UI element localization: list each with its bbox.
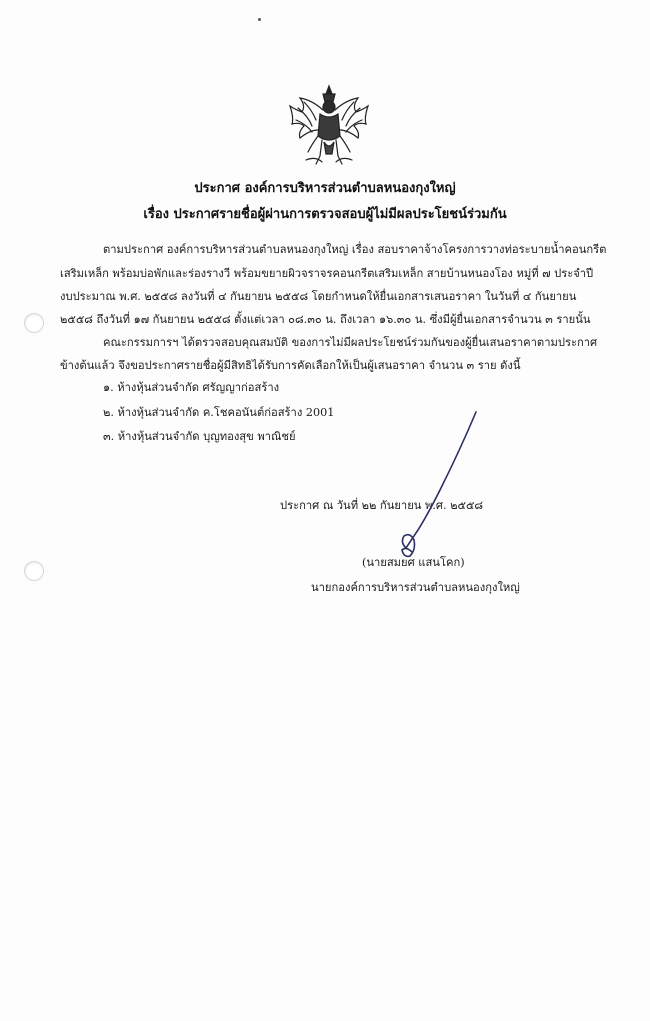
paragraph1-line1: ตามประกาศ องค์การบริหารส่วนตำบลหนองกุงใหญ่ เรื่อง สอบราคาจ้างโครงการวางท่อระบายน้ำคอนกรีต <box>103 243 607 256</box>
announcement-date: ประกาศ ณ วันที่ ๒๒ กันยายน พ.ศ. ๒๕๕๘ <box>280 499 484 512</box>
paragraph1-line4: ๒๕๕๘ ถึงวันที่ ๑๗ กันยายน ๒๕๕๘ ตั้งแต่เวลา ๐๘.๓๐ น. ถึงเวลา ๑๖.๓๐ น. ซึ่งมีผู้ยื่นเอกสารจำนวน ๓ รายนั้น <box>60 313 591 326</box>
signer-title: นายกองค์การบริหารส่วนตำบลหนองกุงใหญ่ <box>311 581 520 594</box>
list-item: ๒. ห้างหุ้นส่วนจำกัด ค.โชคอนันต์ก่อสร้าง 2001 <box>103 406 335 419</box>
paragraph2-line1: คณะกรรมการฯ ได้ตรวจสอบคุณสมบัติ ของการไม่มีผลประโยชน์ร่วมกันของผู้ยื่นเสนอราคาตามประกาศ <box>103 336 598 349</box>
handwritten-signature <box>380 410 490 570</box>
paragraph1-line2: เสริมเหล็ก พร้อมบ่อพักและร่องรางวี พร้อมขยายผิวจราจรคอนกรีตเสริมเหล็ก สายบ้านหนองโอง หมู่ที่ ๗ ประจำปี <box>60 267 594 280</box>
punch-hole-bottom <box>24 561 44 581</box>
announcement-subject: เรื่อง ประกาศรายชื่อผู้ผ่านการตรวจสอบผู้ไม่มีผลประโยชน์ร่วมกัน <box>143 207 507 222</box>
punch-hole-top <box>24 313 44 333</box>
garuda-emblem-icon <box>282 80 376 170</box>
signer-name: (นายสมยศ แสนโคก) <box>362 556 465 569</box>
list-item: ๑. ห้างหุ้นส่วนจำกัด ศรัญญาก่อสร้าง <box>103 381 280 394</box>
list-item: ๓. ห้างหุ้นส่วนจำกัด บุญทองสุข พาณิชย์ <box>103 430 296 443</box>
paragraph1-line3: งบประมาณ พ.ศ. ๒๕๕๘ ลงวันที่ ๔ กันยายน ๒๕๕๘ โดยกำหนดให้ยื่นเอกสารเสนอราคา ในวันที่ ๔ กันยายน <box>60 290 577 303</box>
scan-speck <box>258 18 261 21</box>
announcement-title: ประกาศ องค์การบริหารส่วนตำบลหนองกุงใหญ่ <box>194 181 456 196</box>
paragraph2-line2: ข้างต้นแล้ว จึงขอประกาศรายชื่อผู้มีสิทธิได้รับการคัดเลือกให้เป็นผู้เสนอราคา จำนวน ๓ ราย ดังนี้ <box>60 359 521 372</box>
